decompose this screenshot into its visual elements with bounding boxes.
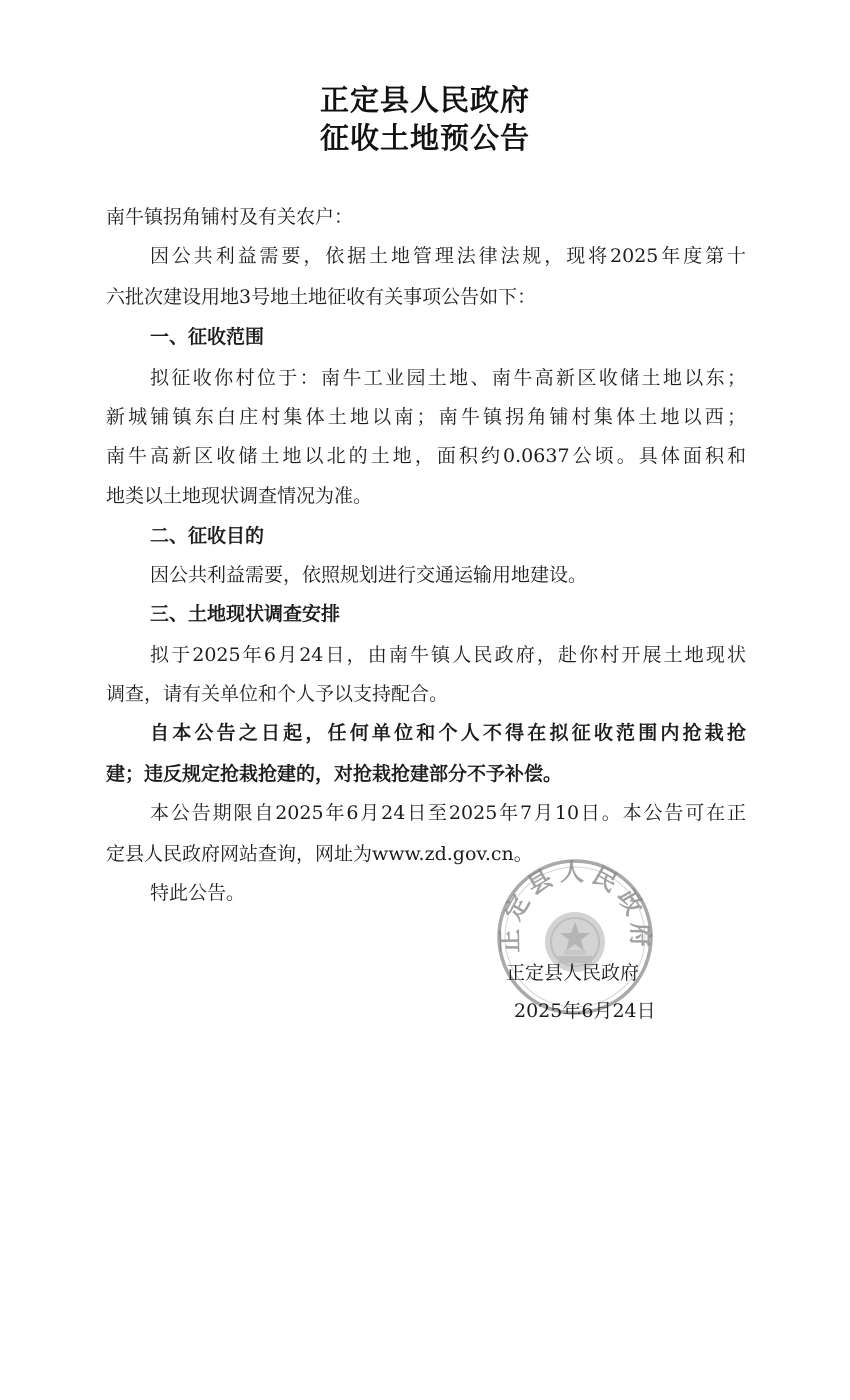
- svg-text:正定县人民政府: 正定县人民政府: [495, 858, 655, 954]
- closing-text: 特此公告。: [150, 882, 246, 904]
- title-line-1: 正定县人民政府: [319, 83, 530, 117]
- scope-line: 地类以土地现状调查情况为准。: [106, 485, 373, 507]
- section-heading-scope: 一、征收范围: [150, 326, 265, 348]
- survey-line: 拟于2025年6月24日，由南牛镇人民政府，赴你村开展土地现状: [150, 644, 746, 666]
- purpose-line: 因公共利益需要，依照规划进行交通运输用地建设。: [150, 564, 588, 586]
- warning-line: 自本公告之日起，任何单位和个人不得在拟征收范围内抢栽抢: [150, 722, 746, 744]
- signature-date: 2025年6月24日: [514, 1000, 656, 1022]
- period-line: 本公告期限自2025年6月24日至2025年7月10日。本公告可在正: [150, 802, 746, 824]
- intro-line: 六批次建设用地3号地土地征收有关事项公告如下：: [106, 286, 537, 308]
- section-heading-purpose: 二、征收目的: [150, 525, 265, 547]
- salutation: 南牛镇拐角铺村及有关农户：: [106, 206, 354, 228]
- scope-line: 新城铺镇东白庄村集体土地以南；南牛镇拐角铺村集体土地以西；: [106, 406, 746, 428]
- signatory: 正定县人民政府: [506, 962, 640, 984]
- survey-line: 调查，请有关单位和个人予以支持配合。: [106, 683, 449, 705]
- official-seal: [494, 856, 656, 1018]
- title-line-2: 征收土地预公告: [319, 121, 530, 155]
- period-line: 定县人民政府网站查询，网址为www.zd.gov.cn。: [106, 843, 533, 865]
- scope-line: 南牛高新区收储土地以北的土地，面积约0.0637公顷。具体面积和: [106, 445, 746, 467]
- scope-line: 拟征收你村位于：南牛工业园土地、南牛高新区收储土地以东；: [150, 367, 746, 389]
- section-heading-survey: 三、土地现状调查安排: [150, 603, 341, 625]
- warning-line: 建；违反规定抢栽抢建的，对抢栽抢建部分不予补偿。: [106, 763, 563, 785]
- intro-line: 因公共利益需要，依据土地管理法律法规，现将2025年度第十: [150, 245, 746, 267]
